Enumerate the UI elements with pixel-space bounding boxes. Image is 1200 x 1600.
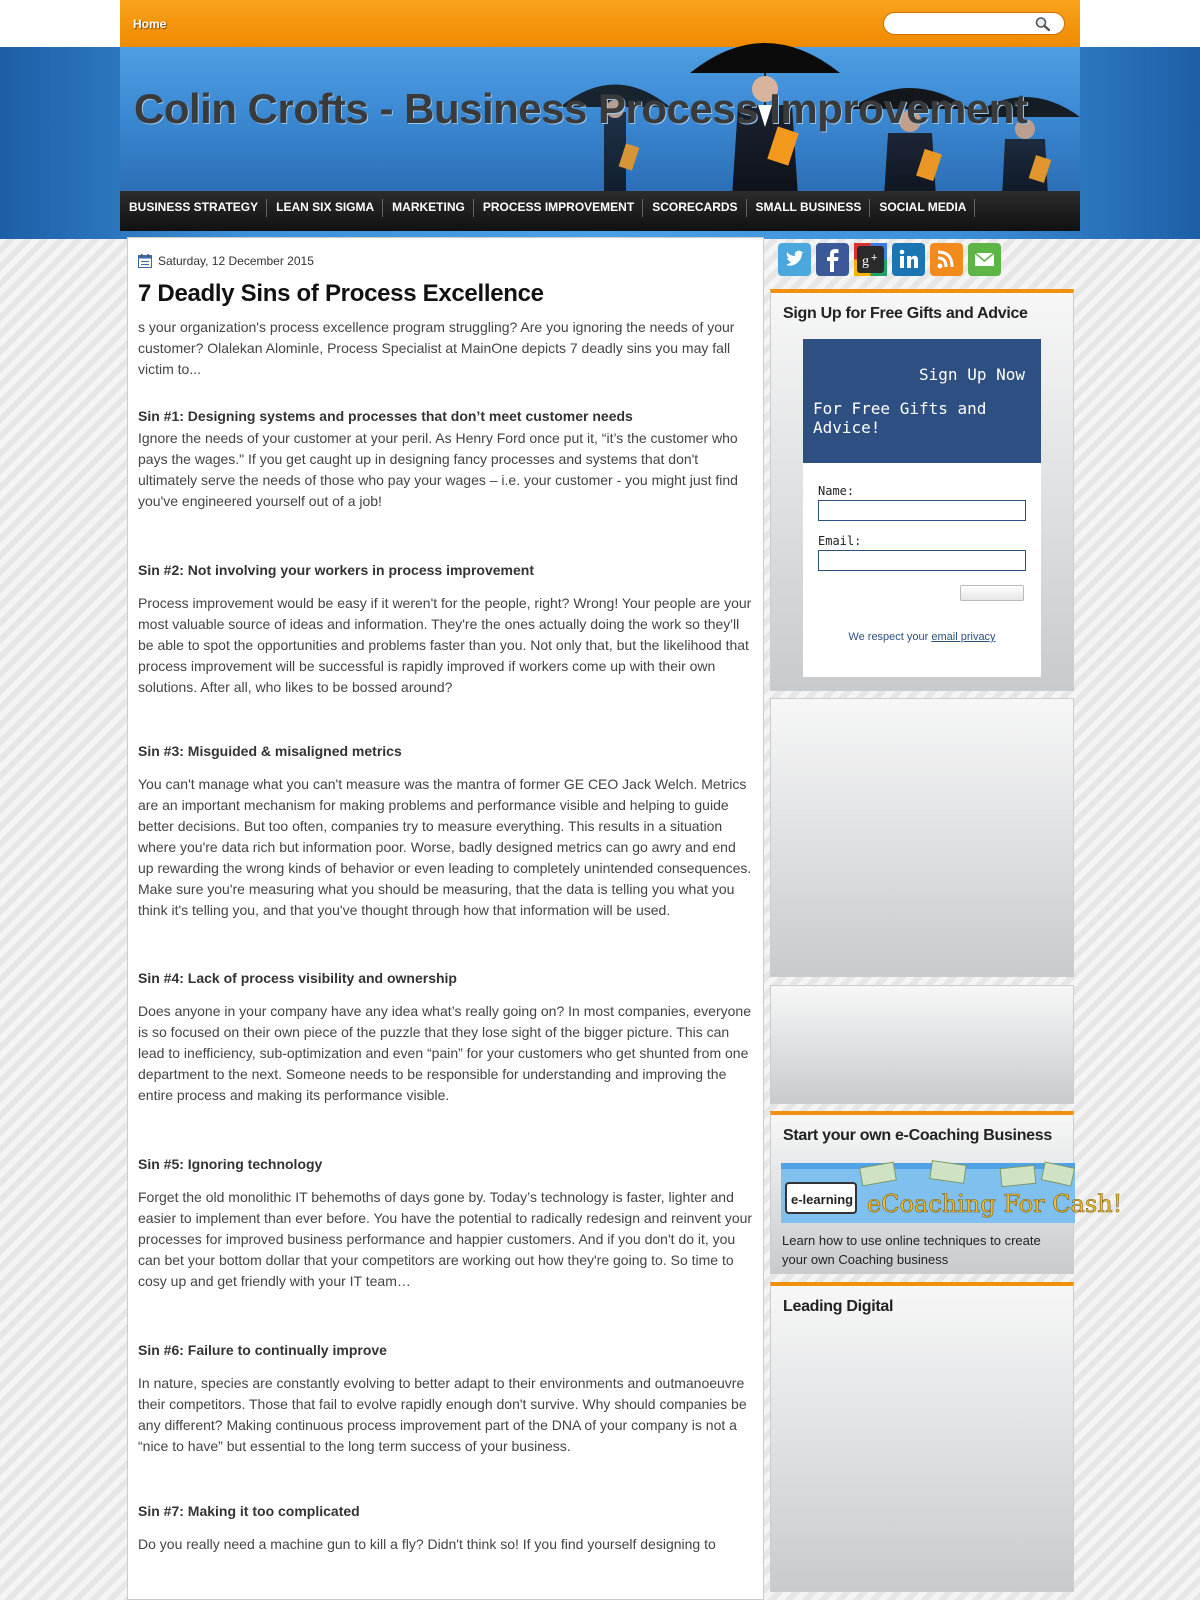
- sin-heading: Sin #1: Designing systems and processes that don’t meet customer needs: [138, 408, 633, 424]
- facebook-icon[interactable]: [816, 243, 849, 276]
- sin-heading: Sin #5: Ignoring technology: [138, 1156, 323, 1172]
- nav-item-business-strategy[interactable]: BUSINESS STRATEGY: [120, 191, 267, 231]
- sin-body: You can't manage what you can't measure was the mantra of former GE CEO Jack Welch. Metrics are an important mechanism for making problems and performance visible and helping to guide better decisions. But too often, companies try to measure everything. This results in a situation where you're data rich but information poor. Worse, badly designed metrics can go awry and end up rewarding the wrong kinds of behavior or even leading to completely unintended consequences. Make sure you're measuring what you should be measuring, that the data is telling you what you think it's telling you, and that you've thought through how that information will be used.: [138, 776, 752, 918]
- sin-heading: Sin #6: Failure to continually improve: [138, 1342, 387, 1358]
- home-link[interactable]: Home: [133, 17, 167, 31]
- privacy-note: [803, 631, 1041, 643]
- name-field[interactable]: [818, 500, 1026, 521]
- name-label: Name:: [818, 484, 855, 498]
- post-content: [127, 237, 764, 1600]
- sin-heading: Sin #2: Not involving your workers in process improvement: [138, 562, 534, 578]
- leading-digital-widget: [770, 1282, 1074, 1592]
- empty-widget-2: [770, 985, 1074, 1104]
- svg-text:+: +: [871, 252, 878, 264]
- email-field[interactable]: [818, 550, 1026, 571]
- rss-icon[interactable]: [930, 243, 963, 276]
- sin-body: Process improvement would be easy if it weren't for the people, right? Wrong! Your people are your most valuable source of ideas and information. They're the ones actually doing the work so they'll be able to spot the opportunities and problems faster than you. Not only that, but the likelihood that process improvement will be successful is rapidly improved if workers come up with their own solutions. After all, who likes to be bossed around?: [138, 595, 752, 695]
- post-body: [138, 317, 753, 1555]
- signup-subline: For Free Gifts and Advice!: [813, 399, 987, 437]
- sin-body: Forget the old monolithic IT behemoths of days gone by. Today’s technology is faster, lighter and easier to implement than ever before. You have the potential to radically redesign and reinvent your processes for improved business performance and happier customers. And if you don't do it, you can bet your bottom dollar that your competitors are working out how they're going to. So time to cosy up and get friendly with your IT team…: [138, 1189, 753, 1289]
- sin-heading: Sin #4: Lack of process visibility and ownership: [138, 970, 457, 986]
- ecoaching-banner-image[interactable]: [781, 1163, 1123, 1223]
- ecoaching-widget: [770, 1111, 1123, 1274]
- email-label: Email:: [818, 534, 862, 548]
- email-icon[interactable]: [968, 243, 1001, 276]
- post-date: [138, 254, 314, 268]
- nav-item-lean-six-sigma[interactable]: LEAN SIX SIGMA: [267, 191, 383, 231]
- signup-header: [803, 339, 1041, 463]
- twitter-icon[interactable]: [778, 243, 811, 276]
- page-wrapper: [120, 0, 1123, 1600]
- post-date-text: Saturday, 12 December 2015: [158, 254, 314, 268]
- submit-button[interactable]: [960, 585, 1024, 601]
- sin-heading: Sin #7: Making it too complicated: [138, 1503, 360, 1519]
- nav-item-small-business[interactable]: SMALL BUSINESS: [747, 191, 871, 231]
- sin-heading: Sin #3: Misguided & misaligned metrics: [138, 743, 402, 759]
- nav-item-scorecards[interactable]: SCORECARDS: [643, 191, 746, 231]
- social-icons: [778, 243, 1001, 276]
- sin-body: Do you really need a machine gun to kill a fly? Didn't think so! If you find yourself designing to: [138, 1536, 716, 1552]
- privacy-prefix: We respect your: [848, 631, 932, 643]
- svg-text:g: g: [862, 254, 869, 269]
- banner-left-text: e-learning: [791, 1192, 854, 1207]
- post-intro: s your organization's process excellence program struggling? Are you ignoring the needs of your customer? Olalekan Alominle, Process Specialist at MainOne depicts 7 deadly sins you may fall victim to...: [138, 319, 735, 377]
- nav-item-marketing[interactable]: MARKETING: [383, 191, 474, 231]
- linkedin-icon[interactable]: [892, 243, 925, 276]
- leading-digital-title: Leading Digital: [783, 1298, 894, 1315]
- sin-body: Does anyone in your company have any idea what’s really going on? In most companies, everyone is so focused on their own piece of the puzzle that they lose sight of the bigger picture. This can lead to inefficiency, sub-optimization and even “pain” for your customers who get shunted from one department to the next. Someone needs to be responsible for understanding and improving the entire process and making its performance visible.: [138, 1003, 751, 1103]
- sin-body: Ignore the needs of your customer at your peril. As Henry Ford once put it, “it’s the customer who pays the wages." If you get caught up in designing fancy processes and systems that don't ultimately serve the needs of those who pay your wages – i.e. your customer - you might just find you've engineered yourself out of a job!: [138, 430, 738, 509]
- email-privacy-link[interactable]: email privacy: [931, 631, 996, 643]
- ecoaching-description: Learn how to use online techniques to create your own Coaching business: [782, 1233, 1041, 1267]
- main-nav: [120, 191, 1080, 231]
- nav-item-process-improvement[interactable]: PROCESS IMPROVEMENT: [474, 191, 643, 231]
- nav-item-social-media[interactable]: SOCIAL MEDIA: [870, 191, 975, 231]
- site-title[interactable]: Colin Crofts - Business Process Improvement: [134, 85, 1028, 132]
- empty-widget-1: [770, 698, 1074, 977]
- signup-headline: Sign Up Now: [919, 365, 1025, 384]
- banner-right-text: eCoaching For Cash!: [867, 1190, 1123, 1218]
- post-title[interactable]: 7 Deadly Sins of Process Excellence: [138, 280, 544, 307]
- signup-widget: [770, 289, 1074, 691]
- google-plus-icon[interactable]: [854, 243, 887, 276]
- signup-form: [803, 339, 1041, 677]
- site-header: [120, 47, 1080, 191]
- sin-body: In nature, species are constantly evolving to better adapt to their environments and outmanoeuvre their competitors. Those that fail to evolve rapidly enough don't survive. Why should companies be any different? Making continuous process improvement part of the DNA of your company is not a “nice to have” but essential to the long term success of your business.: [138, 1375, 747, 1454]
- calendar-icon: [138, 254, 152, 268]
- ecoaching-widget-title: Start your own e-Coaching Business: [783, 1127, 1052, 1144]
- signup-widget-title: Sign Up for Free Gifts and Advice: [783, 305, 1028, 322]
